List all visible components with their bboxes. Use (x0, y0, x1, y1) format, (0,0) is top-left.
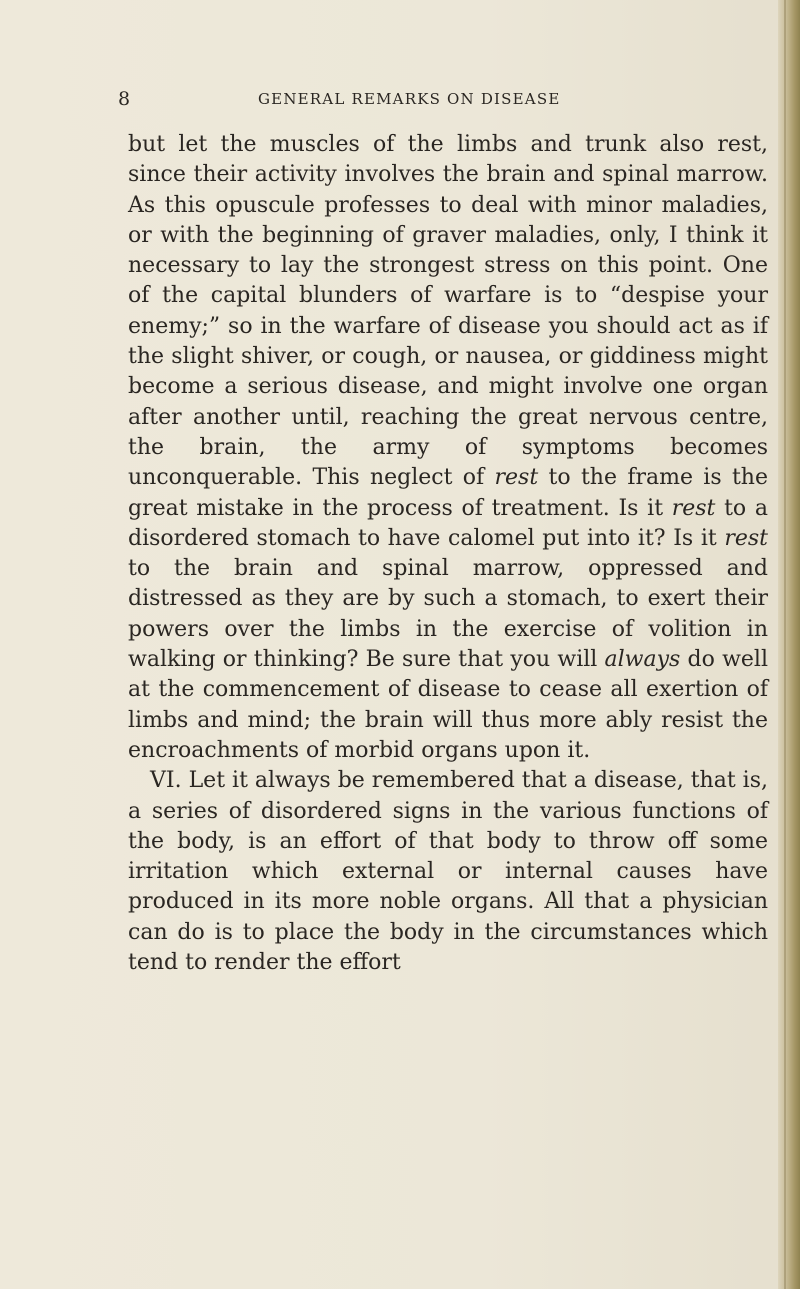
paragraph-section-vi: VI. Let it always be remembered that a disease, that is, a series of disordered signs in the various functions of the body, is an effort of that body to throw off some irritation which external or internal causes have produced in its more noble organs. All that a physician can do is to place the body in the circumstances which tend to render the effort (128, 768, 768, 976)
text-run: to the brain and spinal marrow, oppressed and distressed as they are by such a stomach, to exert their powers over the limbs in the exercise of volition in walking or thinking? Be sure that you will (128, 556, 768, 673)
italic-rest: rest (494, 465, 539, 491)
running-header (118, 88, 778, 114)
body-text (128, 130, 768, 978)
text-run: to a disordered stomach to have calomel put into it? Is it (128, 495, 768, 551)
paragraph-continuation (128, 130, 768, 766)
italic-rest: rest (724, 525, 768, 551)
running-title: GENERAL REMARKS ON DISEASE (258, 90, 561, 108)
book-binding-edge (778, 0, 800, 1289)
italic-always: always (604, 647, 681, 673)
text-run: but let the muscles of the limbs and trunk also rest, since their activity involves the brain and spinal marrow. As this opuscule professes to deal with minor maladies, or with the beginning of graver maladies, only, I think it necessary to lay the strongest stress on this point. One of the capital blunders of warfare is to “despise your enemy;” so in the warfare of disease you should act as if the slight shiver, or cough, or nausea, or giddiness might become a serious disease, and might involve one organ after another until, reaching the great nervous centre, the brain, the army of symptoms becomes unconquerable. This neglect of (128, 132, 768, 491)
text-run: to the frame is the great mistake in the process of treatment. Is it (128, 465, 768, 521)
text-run: do well at the commencement of disease to cease all exertion of limbs and mind; the brain will thus more ably resist the encroachments of morbid organs upon it. (128, 647, 768, 763)
page-number: 8 (118, 88, 132, 110)
italic-rest: rest (671, 495, 716, 521)
